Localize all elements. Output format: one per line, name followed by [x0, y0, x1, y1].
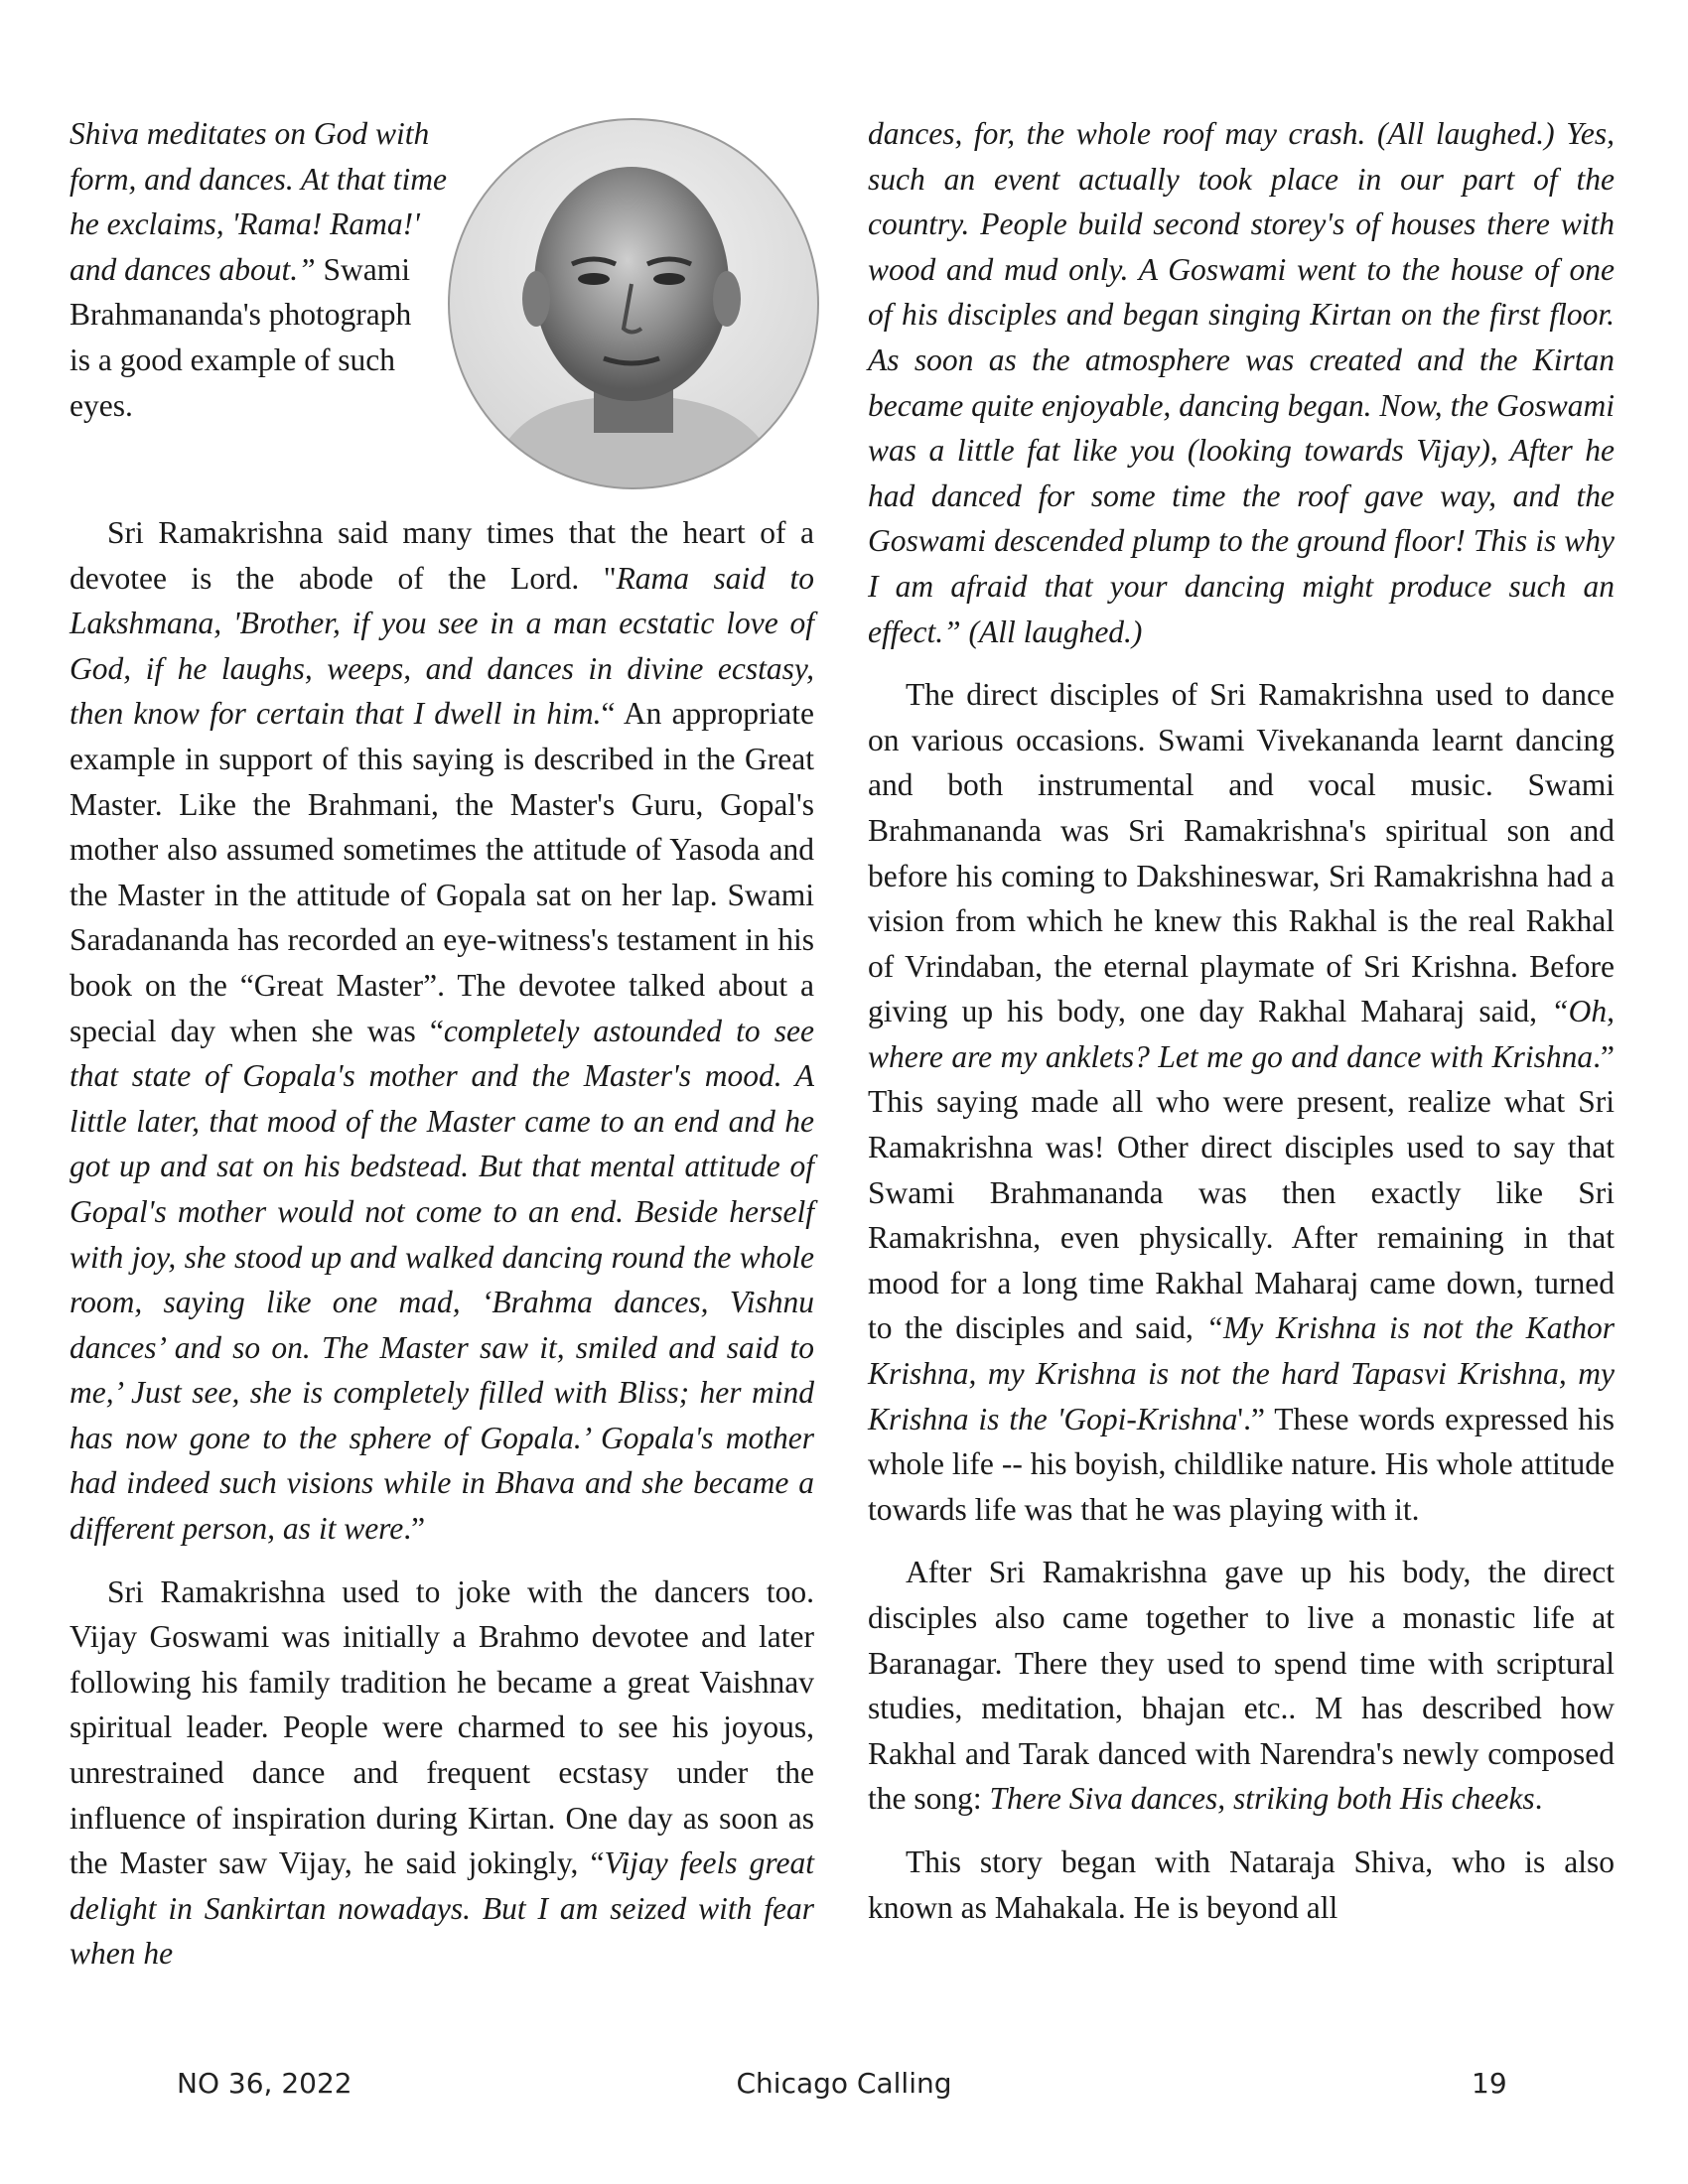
quote-run: “Oh, where are my anklets? Let me go and dance with Krishna	[868, 994, 1615, 1074]
text-run: Sri Ramakrishna used to joke with the dancers too. Vijay Goswami was initially a Brahmo devotee and later following his family tradition he became a great Vaishnav spiritual leader. People were charmed to see his joyous, unrestrained dance and frequent ecstasy under the influence of inspiration during Kirtan. One day as soon as the Master saw Vijay, he said jokingly, “	[70, 1573, 814, 1881]
paragraph-devotee-heart	[70, 510, 814, 1552]
left-column	[70, 111, 814, 1977]
paragraph-baranagar	[868, 1550, 1615, 1822]
page-number: 19	[1472, 2067, 1507, 2100]
paragraph-vijay-goswami	[70, 1570, 814, 1977]
text-run: This story began with Nataraja Shiva, who is also known as Mahakala. He is beyond all	[868, 1843, 1615, 1925]
intro-text	[70, 111, 457, 428]
quote-run: dances, for, the whole roof may crash. (All laughed.) Yes, such an event actually took place in our part of the country. People build second storey's of houses there with wood and mud only. A Goswami went to the house of one of his disciples and began singing Kirtan on the first floor. As soon as the atmosphere was created and the Kirtan became quite enjoyable, dancing began. Now, the Goswami was a little fat like you (looking towards Vijay), After he had danced for some time the roof gave way, and the Goswami descended plump to the ground floor! This is why I am afraid that your dancing might produce such an effect.” (All laughed.)	[868, 116, 1615, 649]
quote-run: Vijay feels great delight in Sankirtan nowadays. But I am seized with fear when he	[70, 1845, 814, 1972]
text-run: The direct disciples of Sri Ramakrishna used to dance on various occasions. Swami Vivekananda learnt dancing and both instrumental and vocal music. Swami Brahmananda was Sri Ramakrishna's spiritual son and before his coming to Dakshineswar, Sri Ramakrishna had a vision from which he knew this Rakhal is the real Rakhal of Vrindaban, the eternal playmate of Sri Krishna. Before giving up his body, one day Rakhal Maharaj said,	[868, 677, 1615, 1029]
text-run: Sri Ramakrishna said many times that the heart of a devotee is the abode of the Lord. "	[70, 515, 814, 596]
text-run: '.” These words expressed his whole life -- his boyish, childlike nature. His whole attitude towards life was that he was playing with it.	[868, 1401, 1615, 1527]
right-column	[868, 111, 1615, 1930]
intro-rest: Swami Brahmananda's photograph is a good example of such eyes.	[70, 251, 412, 423]
page-footer	[0, 2067, 1688, 2116]
issue-label: NO 36, 2022	[177, 2067, 352, 2100]
text-run: .” This saying made all who were present, realize what Sri Ramakrishna was! Other direct disciples used to say that Swami Brahmananda was then exactly like Sri Ramakrishna, even physically. After remaining in that mood for a long time Rakhal Maharaj came down, turned to the disciples and said,	[868, 1038, 1615, 1346]
paragraph-roof-story	[868, 111, 1615, 654]
quote-run: Rama said to Lakshmana, 'Brother, if you see in a man ecstatic love of God, if he laughs, weeps, and dances in divine ecstasy, then know for certain that I dwell in him.	[70, 560, 814, 732]
quote-run: “My Krishna is not the Kathor Krishna, my Krishna is not the hard Tapasvi Krishna, my Krishna is the 'Gopi-Krishna	[868, 1310, 1615, 1436]
paragraph-nataraja	[868, 1840, 1615, 1930]
text-run: .	[1534, 1781, 1543, 1817]
paragraph-direct-disciples	[868, 672, 1615, 1532]
text-run: .”	[403, 1511, 426, 1547]
text-run: After Sri Ramakrishna gave up his body, the direct disciples also came together to live a monastic life at Baranagar. There they used to spend time with scriptural studies, meditation, bhajan etc.. M has described how Rakhal and Tarak danced with Narendra's newly composed the song:	[868, 1555, 1615, 1817]
publication-title: Chicago Calling	[736, 2067, 952, 2100]
swami-brahmananda-photo	[445, 115, 822, 492]
quote-run: completely astounded to see that state of Gopala's mother and the Master's mood. A little later, that mood of the Master came to an end and he got up and sat on his bedstead. But that mental attitude of Gopal's mother would not come to an end. Beside herself with joy, she stood up and walked dancing round the whole room, saying like one mad, ‘Brahma dances, Vishnu dances’ and so on. The Master saw it, smiled and said to me,’ Just see, she is completely filled with Bliss; her mind has now gone to the sphere of Gopala.’ Gopala's mother had indeed such visions while in Bhava and she became a different person, as it were	[70, 1013, 814, 1547]
intro-italic: Shiva meditates on God with form, and dances. At that time he exclaims, 'Rama! Rama!' and dances about.”	[70, 116, 448, 287]
quote-run: There Siva dances, striking both His cheeks	[989, 1781, 1535, 1817]
text-run: “ An appropriate example in support of this saying is described in the Great Master. Like the Brahmani, the Master's Guru, Gopal's mother also assumed sometimes the attitude of Yasoda and the Master in the attitude of Gopala sat on her lap. Swami Saradananda has recorded an eye-witness's testament in his book on the “Great Master”. The devotee talked about a special day when she was “	[70, 696, 815, 1048]
